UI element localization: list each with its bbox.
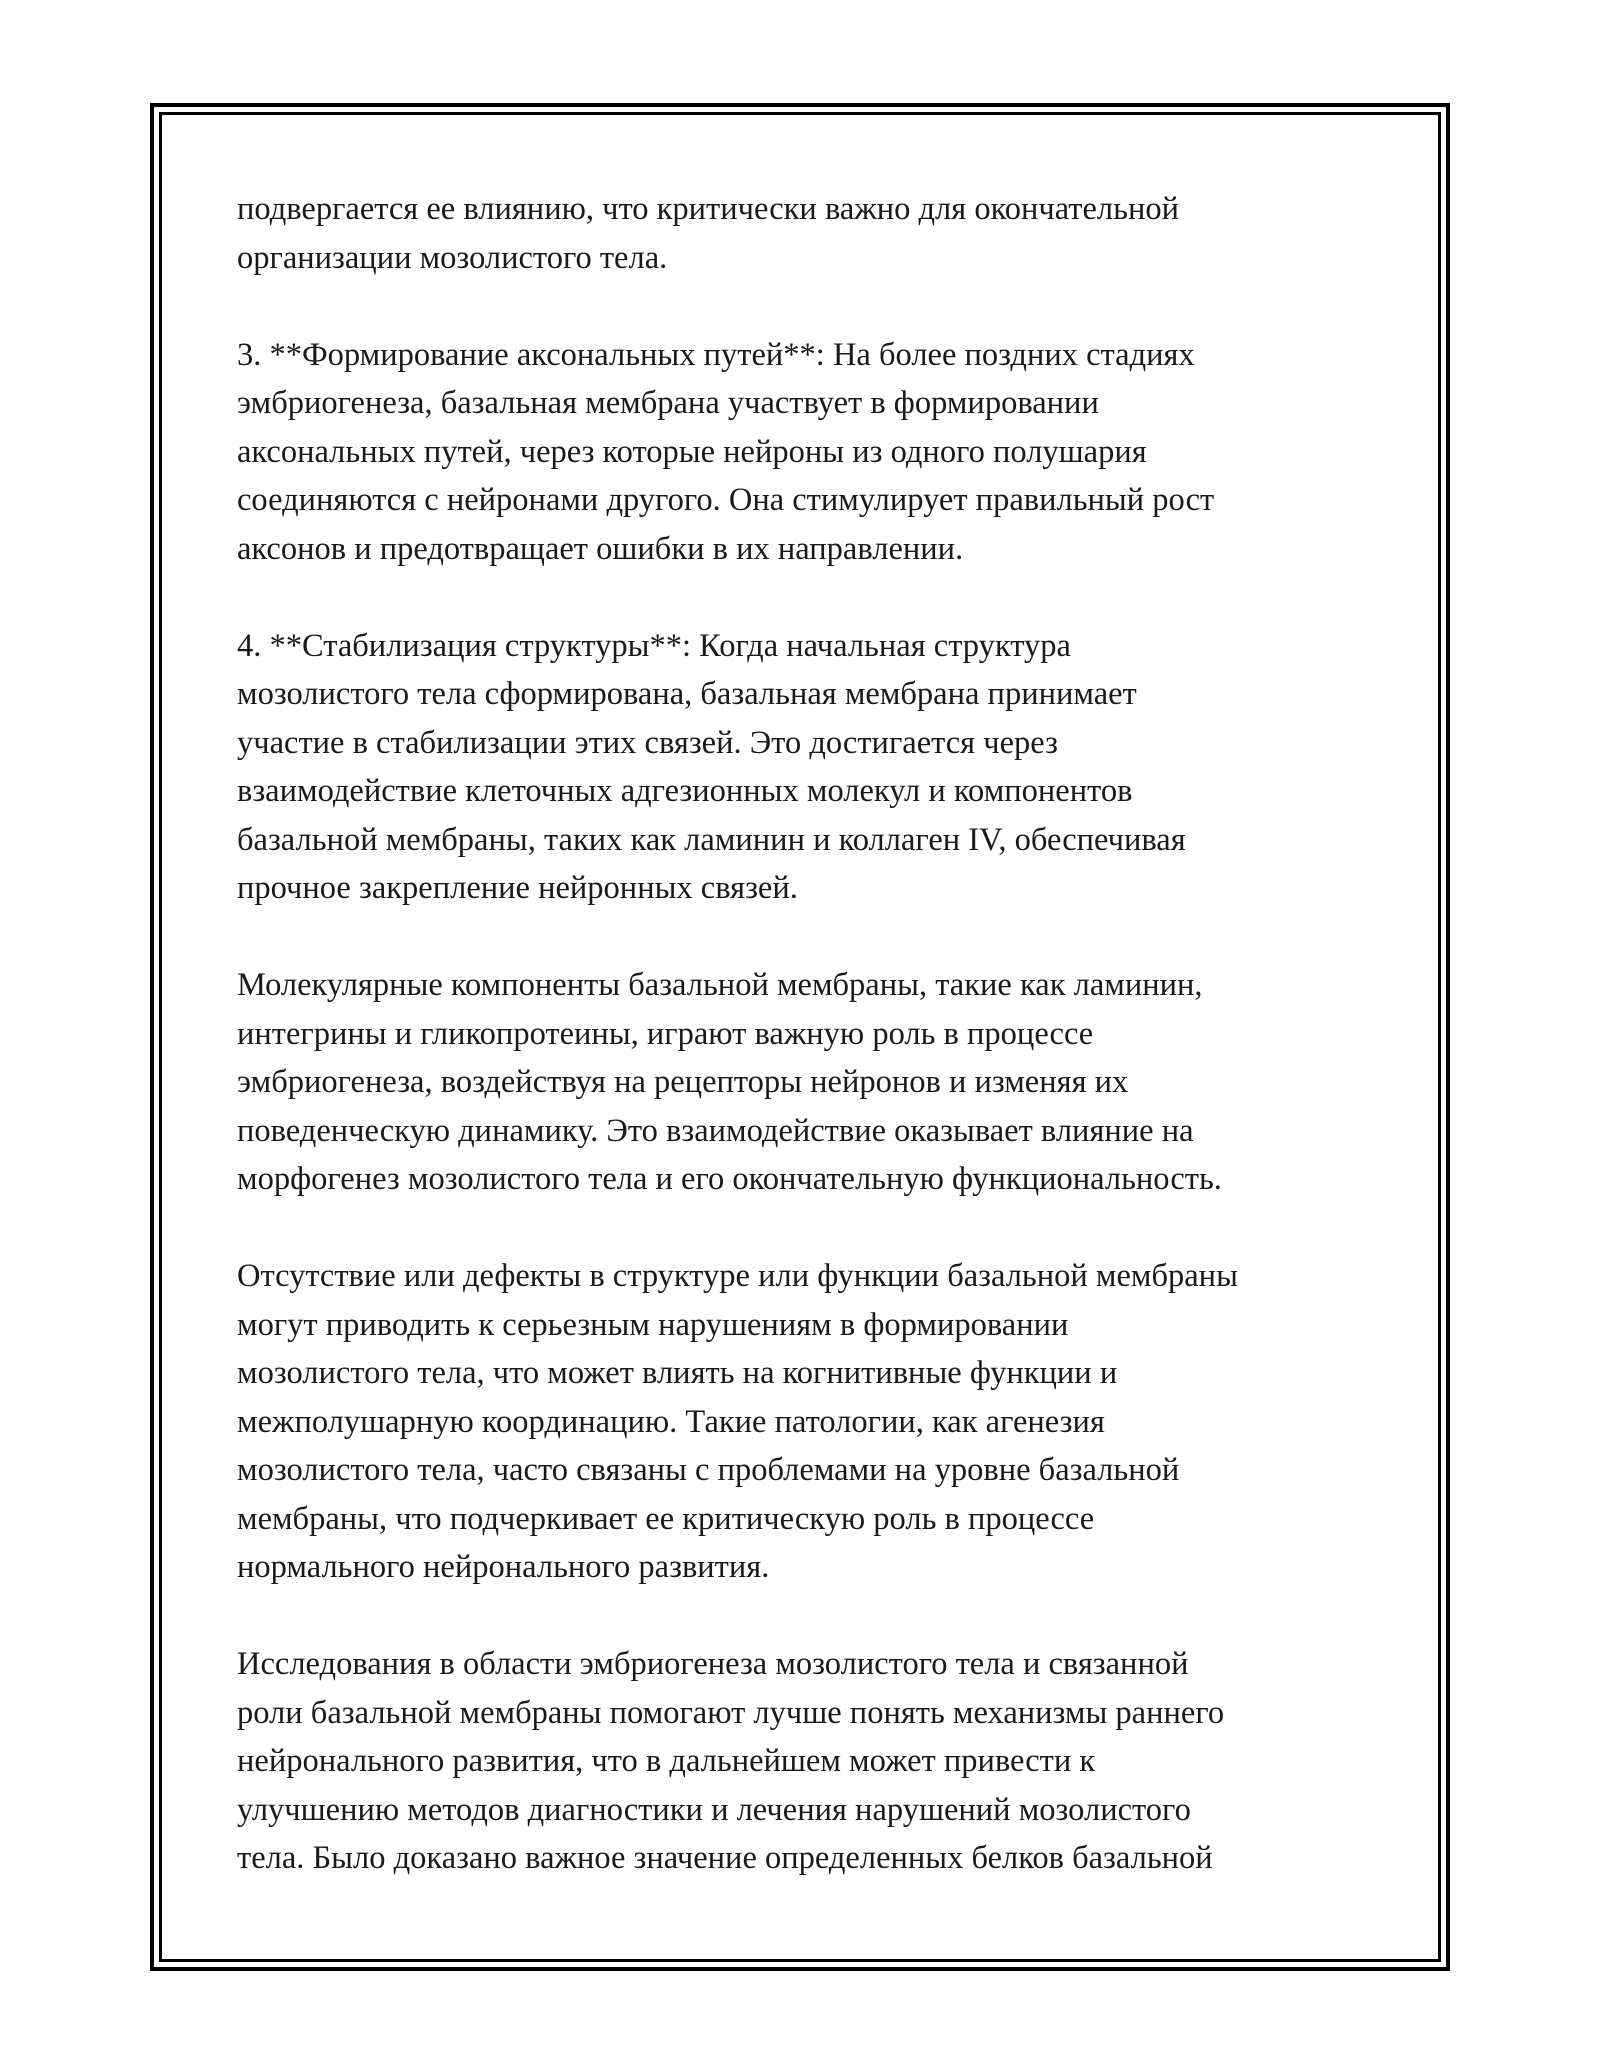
text-line: аксонов и предотвращает ошибки в их направлении. bbox=[237, 530, 964, 567]
document-body bbox=[237, 185, 1387, 1883]
text-line: мозолистого тела, часто связаны с проблемами на уровне базальной bbox=[237, 1452, 1180, 1488]
paragraph-defects bbox=[237, 1252, 1387, 1592]
text-line: тела. Было доказано важное значение определенных белков базальной bbox=[237, 1840, 1213, 1876]
text-line: нейронального развития, что в дальнейшем может привести к bbox=[237, 1743, 1096, 1779]
paragraph-structure-stabilization bbox=[237, 622, 1387, 913]
text-line: улучшению методов диагностики и лечения нарушений мозолистого bbox=[237, 1791, 1191, 1828]
text-line: аксональных путей, через которые нейроны из одного полушария bbox=[237, 433, 1147, 470]
text-line: Отсутствие или дефекты в структуре или функции базальной мембраны bbox=[237, 1258, 1238, 1294]
text-line: интегрины и гликопротеины, играют важную роль в процессе bbox=[237, 1015, 1094, 1052]
text-line: межполушарную координацию. Такие патологии, как агенезия bbox=[237, 1403, 1105, 1440]
paragraph-continuation bbox=[237, 185, 1387, 282]
text-line: 3. **Формирование аксональных путей**: На более поздних стадиях bbox=[237, 336, 1195, 373]
text-line: Молекулярные компоненты базальной мембраны, такие как ламинин, bbox=[237, 967, 1203, 1003]
text-line: могут приводить к серьезным нарушениям в формировании bbox=[237, 1306, 1069, 1343]
text-line: участие в стабилизации этих связей. Это достигается через bbox=[237, 724, 1058, 761]
paragraph-axonal-paths bbox=[237, 331, 1387, 574]
text-line: Исследования в области эмбриогенеза мозолистого тела и связанной bbox=[237, 1646, 1189, 1682]
text-line: мозолистого тела сформирована, базальная мембрана принимает bbox=[237, 676, 1137, 712]
paragraph-research bbox=[237, 1640, 1387, 1883]
text-line: мозолистого тела, что может влиять на когнитивные функции и bbox=[237, 1355, 1118, 1391]
text-line: роли базальной мембраны помогают лучше понять механизмы раннего bbox=[237, 1694, 1225, 1731]
text-line: эмбриогенеза, базальная мембрана участвует в формировании bbox=[237, 385, 1099, 421]
text-line: базальной мембраны, таких как ламинин и коллаген IV, обеспечивая bbox=[237, 821, 1186, 858]
text-line: подвергается ее влиянию, что критически важно для окончательной bbox=[237, 191, 1180, 227]
text-line: взаимодействие клеточных адгезионных молекул и компонентов bbox=[237, 773, 1133, 809]
text-line: организации мозолистого тела. bbox=[237, 239, 668, 276]
text-line: мембраны, что подчеркивает ее критическую роль в процессе bbox=[237, 1500, 1095, 1537]
text-line: 4. **Стабилизация структуры**: Когда начальная структура bbox=[237, 627, 1071, 664]
text-line: морфогенез мозолистого тела и его окончательную функциональность. bbox=[237, 1161, 1222, 1197]
paragraph-molecular-components bbox=[237, 961, 1387, 1204]
text-line: соединяются с нейронами другого. Она стимулирует правильный рост bbox=[237, 482, 1215, 518]
text-line: нормального нейронального развития. bbox=[237, 1549, 770, 1585]
text-line: эмбриогенеза, воздействуя на рецепторы нейронов и изменяя их bbox=[237, 1064, 1129, 1100]
text-line: поведенческую динамику. Это взаимодействие оказывает влияние на bbox=[237, 1112, 1194, 1149]
text-line: прочное закрепление нейронных связей. bbox=[237, 870, 798, 906]
